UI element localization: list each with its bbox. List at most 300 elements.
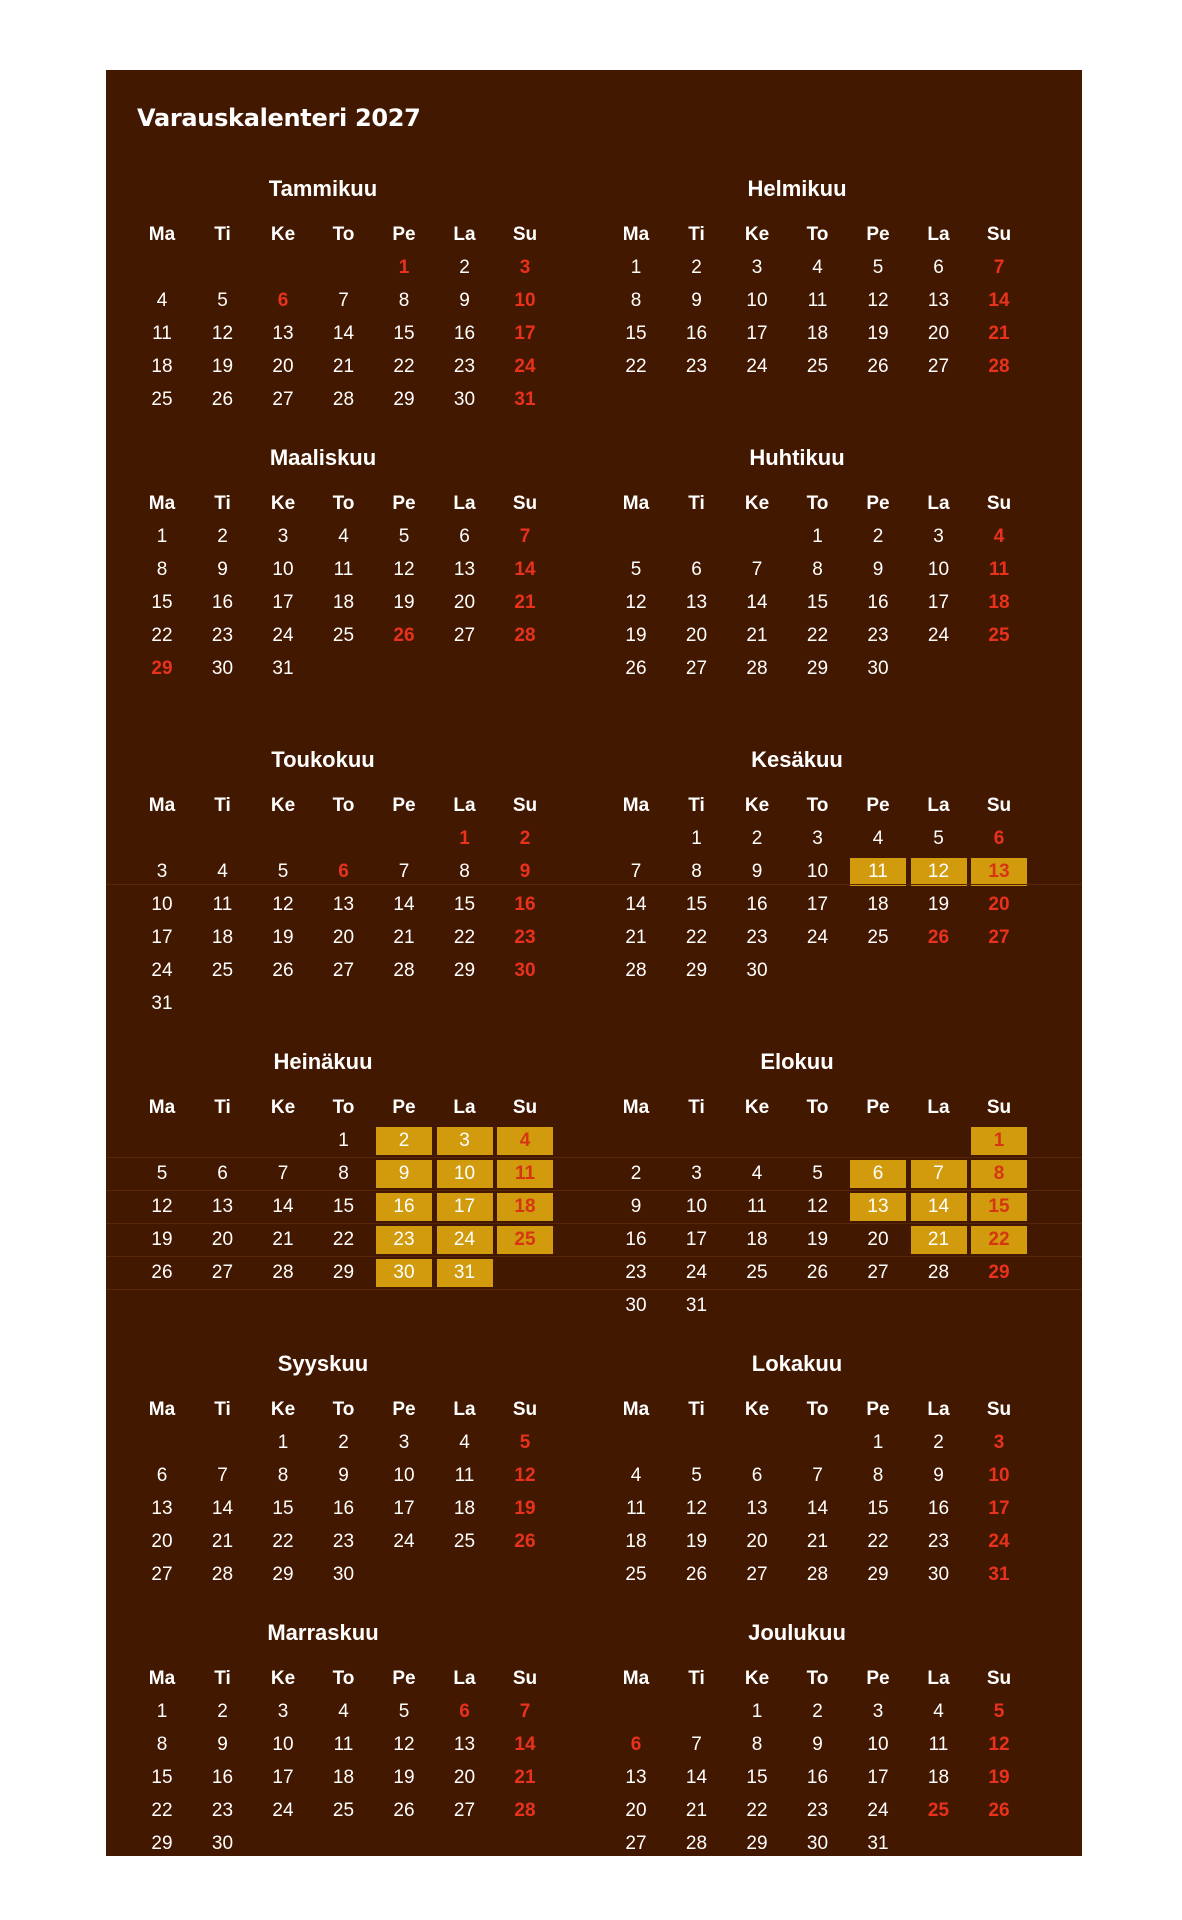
day-cell: 24	[272, 625, 294, 646]
weekday-header: Pe	[866, 1668, 890, 1689]
day-cell: 11	[747, 1196, 767, 1217]
day-cell: 26	[625, 658, 647, 679]
day-cell: 5	[398, 526, 410, 547]
day-cell: 30	[514, 960, 536, 981]
day-cell: 31	[151, 993, 173, 1014]
day-cell: 27	[625, 1833, 647, 1854]
day-cell: 13	[332, 894, 355, 915]
row-separator	[106, 1223, 1082, 1224]
day-cell: 12	[685, 1498, 708, 1519]
weekday-header: Pe	[392, 1399, 416, 1420]
day-cell: 25	[988, 625, 1010, 646]
day-cell: 22	[746, 1800, 768, 1821]
day-cell: 25	[806, 356, 829, 377]
day-cell: 26	[988, 1800, 1010, 1821]
day-cell: 27	[685, 658, 708, 679]
day-cell: 23	[332, 1531, 355, 1552]
weekday-header: Su	[512, 1097, 538, 1118]
day-cell: 10	[806, 861, 829, 882]
month-title: Lokakuu	[751, 1351, 843, 1376]
day-cell: 26	[393, 1800, 415, 1821]
day-cell: 2	[217, 1701, 228, 1722]
reserved-day-cell: 11	[850, 858, 906, 886]
day-cell: 28	[332, 389, 355, 410]
day-cell: 5	[691, 1465, 702, 1486]
day-cell: 27	[453, 625, 476, 646]
day-cell: 18	[867, 894, 889, 915]
day-cell: 16	[625, 1229, 647, 1250]
day-cell: 16	[211, 592, 234, 613]
day-cell: 5	[277, 861, 289, 882]
day-cell: 16	[514, 894, 536, 915]
day-cell: 18	[806, 323, 829, 344]
month-title: Tammikuu	[268, 176, 378, 201]
day-cell: 25	[453, 1531, 476, 1552]
day-cell: 12	[806, 1196, 829, 1217]
day-cell: 9	[933, 1465, 944, 1486]
day-cell: 6	[933, 257, 944, 278]
day-cell: 31	[272, 658, 294, 679]
day-cell: 4	[156, 290, 168, 311]
day-cell: 29	[453, 960, 476, 981]
day-cell: 20	[453, 1767, 476, 1788]
day-cell: 19	[927, 894, 950, 915]
day-cell: 4	[751, 1163, 763, 1184]
day-cell: 3	[993, 1432, 1005, 1453]
day-cell: 7	[338, 290, 349, 311]
day-cell: 12	[151, 1196, 173, 1217]
day-cell: 22	[151, 1800, 173, 1821]
day-cell: 21	[806, 1531, 829, 1552]
day-cell: 16	[927, 1498, 950, 1519]
weekday-header: Ti	[688, 1097, 705, 1118]
day-cell: 1	[398, 257, 410, 278]
day-cell: 8	[872, 1465, 884, 1486]
day-cell: 23	[625, 1262, 647, 1283]
day-cell: 15	[151, 1767, 173, 1788]
day-cell: 7	[217, 1465, 228, 1486]
day-cell: 3	[812, 828, 823, 849]
weekday-header: Su	[512, 1399, 538, 1420]
reserved-day-cell: 21	[911, 1226, 967, 1254]
day-cell: 13	[151, 1498, 173, 1519]
weekday-header: To	[806, 224, 829, 245]
weekday-header: Ti	[214, 224, 231, 245]
weekday-header: La	[927, 1668, 950, 1689]
weekday-header: La	[453, 795, 476, 816]
day-cell: 5	[872, 257, 884, 278]
day-cell: 4	[872, 828, 884, 849]
day-cell: 27	[988, 927, 1010, 948]
day-cell: 26	[151, 1262, 173, 1283]
day-cell: 28	[625, 960, 647, 981]
day-cell: 10	[272, 1734, 294, 1755]
day-cell: 27	[927, 356, 950, 377]
weekday-header: Ma	[622, 224, 650, 245]
day-cell: 19	[988, 1767, 1010, 1788]
day-cell: 20	[927, 323, 950, 344]
day-cell: 3	[933, 526, 944, 547]
day-cell: 11	[333, 1734, 354, 1755]
weekday-header: La	[927, 1097, 950, 1118]
day-cell: 14	[393, 894, 415, 915]
month-title: Heinäkuu	[273, 1049, 373, 1074]
weekday-header: La	[453, 224, 476, 245]
day-cell: 4	[630, 1465, 642, 1486]
day-cell: 10	[746, 290, 768, 311]
day-cell: 28	[211, 1564, 234, 1585]
day-cell: 21	[332, 356, 355, 377]
day-cell: 24	[393, 1531, 415, 1552]
day-cell: 26	[514, 1531, 536, 1552]
reserved-day-cell: 3	[437, 1127, 493, 1155]
day-cell: 15	[151, 592, 173, 613]
day-cell: 18	[453, 1498, 476, 1519]
weekday-header: Ke	[744, 493, 770, 514]
day-cell: 15	[806, 592, 829, 613]
day-cell: 22	[393, 356, 415, 377]
day-cell: 24	[514, 356, 536, 377]
day-cell: 31	[685, 1295, 708, 1316]
weekday-header: Ma	[148, 224, 176, 245]
weekday-header: Su	[986, 1097, 1012, 1118]
day-cell: 29	[151, 658, 173, 679]
month-title: Toukokuu	[271, 747, 375, 772]
day-cell: 10	[393, 1465, 415, 1486]
day-cell: 13	[927, 290, 950, 311]
day-cell: 7	[398, 861, 410, 882]
reserved-day-cell: 13	[971, 858, 1027, 886]
day-cell: 26	[806, 1262, 829, 1283]
day-cell: 3	[398, 1432, 410, 1453]
day-cell: 23	[746, 927, 768, 948]
day-cell: 3	[277, 526, 289, 547]
day-cell: 14	[625, 894, 647, 915]
day-cell: 1	[459, 828, 470, 849]
day-cell: 11	[626, 1498, 646, 1519]
day-cell: 31	[988, 1564, 1010, 1585]
day-cell: 4	[812, 257, 823, 278]
day-cell: 4	[338, 526, 349, 547]
weekday-header: Su	[512, 795, 538, 816]
reserved-day-cell: 30	[376, 1259, 432, 1287]
day-cell: 24	[272, 1800, 294, 1821]
day-cell: 25	[332, 1800, 355, 1821]
day-cell: 2	[691, 257, 702, 278]
day-cell: 19	[151, 1229, 173, 1250]
day-cell: 9	[459, 290, 470, 311]
day-cell: 26	[867, 356, 889, 377]
day-cell: 1	[156, 526, 168, 547]
day-cell: 20	[746, 1531, 768, 1552]
day-cell: 25	[332, 625, 355, 646]
weekday-header: Ti	[214, 795, 231, 816]
weekday-header: Ma	[148, 493, 176, 514]
month-title: Elokuu	[760, 1049, 834, 1074]
day-cell: 9	[630, 1196, 642, 1217]
day-cell: 21	[746, 625, 768, 646]
day-cell: 8	[812, 559, 823, 580]
weekday-header: To	[332, 795, 355, 816]
day-cell: 9	[812, 1734, 823, 1755]
weekday-header: Pe	[866, 1097, 890, 1118]
day-cell: 3	[691, 1163, 702, 1184]
month-title: Kesäkuu	[751, 747, 843, 772]
day-cell: 14	[988, 290, 1010, 311]
day-cell: 6	[277, 290, 289, 311]
day-cell: 2	[630, 1163, 642, 1184]
day-cell: 12	[867, 290, 889, 311]
day-cell: 24	[927, 625, 950, 646]
day-cell: 20	[272, 356, 294, 377]
day-cell: 11	[988, 559, 1010, 580]
reserved-day-cell: 17	[437, 1193, 493, 1221]
day-cell: 12	[514, 1465, 536, 1486]
day-cell: 16	[806, 1767, 829, 1788]
weekday-header: Ma	[148, 1097, 176, 1118]
weekday-header: La	[927, 1399, 950, 1420]
reserved-day-cell: 11	[497, 1160, 553, 1188]
reserved-day-cell: 4	[497, 1127, 553, 1155]
day-cell: 4	[338, 1701, 349, 1722]
row-separator	[106, 1190, 1082, 1191]
month-title: Maaliskuu	[269, 445, 377, 470]
day-cell: 26	[927, 927, 950, 948]
day-cell: 4	[933, 1701, 944, 1722]
day-cell: 20	[685, 625, 708, 646]
day-cell: 25	[867, 927, 889, 948]
day-cell: 25	[625, 1564, 647, 1585]
weekday-header: Ti	[688, 224, 705, 245]
day-cell: 30	[746, 960, 768, 981]
weekday-header: Ma	[622, 795, 650, 816]
day-cell: 1	[630, 257, 642, 278]
day-cell: 30	[867, 658, 889, 679]
reserved-day-cell: 8	[971, 1160, 1027, 1188]
day-cell: 18	[332, 1767, 355, 1788]
weekday-header: La	[927, 224, 950, 245]
weekday-header: Ti	[688, 795, 705, 816]
row-separator	[106, 1289, 1082, 1290]
day-cell: 15	[453, 894, 476, 915]
day-cell: 28	[988, 356, 1010, 377]
day-cell: 16	[685, 323, 708, 344]
day-cell: 21	[514, 592, 536, 613]
day-cell: 21	[272, 1229, 294, 1250]
weekday-header: Ma	[148, 1668, 176, 1689]
day-cell: 16	[211, 1767, 234, 1788]
day-cell: 20	[211, 1229, 234, 1250]
reserved-day-cell: 13	[850, 1193, 906, 1221]
day-cell: 23	[867, 625, 889, 646]
day-cell: 5	[933, 828, 944, 849]
day-cell: 17	[272, 1767, 294, 1788]
row-separator	[106, 1256, 1082, 1257]
day-cell: 19	[211, 356, 234, 377]
day-cell: 6	[217, 1163, 228, 1184]
day-cell: 20	[625, 1800, 647, 1821]
weekday-header: To	[806, 795, 829, 816]
weekday-header: Ma	[148, 1399, 176, 1420]
day-cell: 12	[272, 894, 294, 915]
day-cell: 28	[514, 1800, 536, 1821]
day-cell: 29	[151, 1833, 173, 1854]
row-separator	[106, 884, 1082, 885]
day-cell: 29	[988, 1262, 1010, 1283]
weekday-header: To	[806, 1399, 829, 1420]
day-cell: 1	[156, 1701, 168, 1722]
weekday-header: Pe	[866, 493, 890, 514]
day-cell: 24	[867, 1800, 889, 1821]
day-cell: 18	[625, 1531, 647, 1552]
day-cell: 8	[156, 559, 168, 580]
day-cell: 5	[519, 1432, 531, 1453]
day-cell: 6	[338, 861, 349, 882]
day-cell: 17	[806, 894, 829, 915]
day-cell: 8	[398, 290, 410, 311]
weekday-header: Ke	[744, 795, 770, 816]
day-cell: 25	[746, 1262, 768, 1283]
day-cell: 2	[459, 257, 470, 278]
day-cell: 15	[272, 1498, 294, 1519]
day-cell: 22	[685, 927, 708, 948]
day-cell: 11	[333, 559, 354, 580]
day-cell: 27	[332, 960, 355, 981]
day-cell: 19	[685, 1531, 708, 1552]
weekday-header: La	[453, 1097, 476, 1118]
day-cell: 22	[867, 1531, 889, 1552]
day-cell: 2	[812, 1701, 823, 1722]
day-cell: 19	[393, 592, 415, 613]
day-cell: 24	[806, 927, 829, 948]
day-cell: 6	[751, 1465, 763, 1486]
day-cell: 14	[332, 323, 355, 344]
weekday-header: Ke	[744, 224, 770, 245]
reserved-day-cell: 1	[971, 1127, 1027, 1155]
day-cell: 7	[519, 526, 531, 547]
day-cell: 24	[685, 1262, 708, 1283]
weekday-header: Ti	[688, 1399, 705, 1420]
reserved-day-cell: 10	[437, 1160, 493, 1188]
day-cell: 24	[746, 356, 768, 377]
weekday-header: Su	[986, 795, 1012, 816]
day-cell: 3	[751, 257, 763, 278]
day-cell: 26	[272, 960, 294, 981]
day-cell: 9	[751, 861, 763, 882]
day-cell: 7	[993, 257, 1005, 278]
day-cell: 11	[928, 1734, 949, 1755]
day-cell: 2	[933, 1432, 944, 1453]
day-cell: 27	[272, 389, 294, 410]
day-cell: 29	[806, 658, 829, 679]
day-cell: 14	[211, 1498, 234, 1519]
reserved-day-cell: 23	[376, 1226, 432, 1254]
day-cell: 13	[453, 559, 476, 580]
day-cell: 1	[872, 1432, 884, 1453]
day-cell: 24	[151, 960, 173, 981]
weekday-header: Ti	[688, 1668, 705, 1689]
page-title: Varauskalenteri 2027	[137, 104, 421, 132]
day-cell: 20	[332, 927, 355, 948]
reserved-day-cell: 6	[850, 1160, 906, 1188]
weekday-header: Su	[986, 493, 1012, 514]
day-cell: 11	[454, 1465, 475, 1486]
day-cell: 19	[867, 323, 889, 344]
day-cell: 7	[277, 1163, 289, 1184]
weekday-header: Ti	[214, 1097, 231, 1118]
day-cell: 8	[277, 1465, 289, 1486]
day-cell: 10	[927, 559, 950, 580]
day-cell: 17	[867, 1767, 889, 1788]
day-cell: 3	[519, 257, 531, 278]
weekday-header: Pe	[392, 493, 416, 514]
weekday-header: Ti	[688, 493, 705, 514]
day-cell: 21	[393, 927, 415, 948]
weekday-header: Pe	[866, 224, 890, 245]
reserved-day-cell: 15	[971, 1193, 1027, 1221]
weekday-header: Ke	[270, 1668, 296, 1689]
day-cell: 23	[211, 1800, 234, 1821]
day-cell: 25	[151, 389, 173, 410]
reserved-day-cell: 18	[497, 1193, 553, 1221]
weekday-header: Ke	[744, 1097, 770, 1118]
day-cell: 5	[630, 559, 642, 580]
day-cell: 18	[332, 592, 355, 613]
day-cell: 12	[988, 1734, 1010, 1755]
day-cell: 20	[453, 592, 476, 613]
weekday-header: Ma	[148, 795, 176, 816]
weekday-header: La	[453, 1668, 476, 1689]
day-cell: 28	[746, 658, 768, 679]
day-cell: 23	[453, 356, 476, 377]
day-cell: 12	[393, 1734, 415, 1755]
day-cell: 1	[691, 828, 702, 849]
day-cell: 7	[630, 861, 642, 882]
day-cell: 23	[514, 927, 536, 948]
day-cell: 20	[867, 1229, 889, 1250]
day-cell: 5	[993, 1701, 1005, 1722]
day-cell: 12	[211, 323, 234, 344]
weekday-header: Pe	[392, 1097, 416, 1118]
weekday-header: La	[453, 493, 476, 514]
day-cell: 29	[867, 1564, 889, 1585]
day-cell: 28	[685, 1833, 708, 1854]
day-cell: 27	[746, 1564, 768, 1585]
day-cell: 28	[393, 960, 415, 981]
day-cell: 21	[685, 1800, 708, 1821]
day-cell: 23	[685, 356, 708, 377]
day-cell: 16	[746, 894, 768, 915]
day-cell: 17	[927, 592, 950, 613]
day-cell: 21	[988, 323, 1010, 344]
weekday-header: To	[332, 224, 355, 245]
day-cell: 26	[393, 625, 415, 646]
day-cell: 8	[691, 861, 702, 882]
weekday-header: Pe	[392, 795, 416, 816]
reserved-day-cell: 22	[971, 1226, 1027, 1254]
weekday-header: Ma	[622, 1668, 650, 1689]
day-cell: 13	[746, 1498, 768, 1519]
weekday-header: Ke	[270, 224, 296, 245]
day-cell: 30	[625, 1295, 647, 1316]
day-cell: 3	[156, 861, 168, 882]
weekday-header: Ti	[214, 1399, 231, 1420]
day-cell: 29	[685, 960, 708, 981]
weekday-header: Pe	[392, 224, 416, 245]
day-cell: 8	[630, 290, 642, 311]
day-cell: 19	[514, 1498, 536, 1519]
day-cell: 18	[151, 356, 173, 377]
